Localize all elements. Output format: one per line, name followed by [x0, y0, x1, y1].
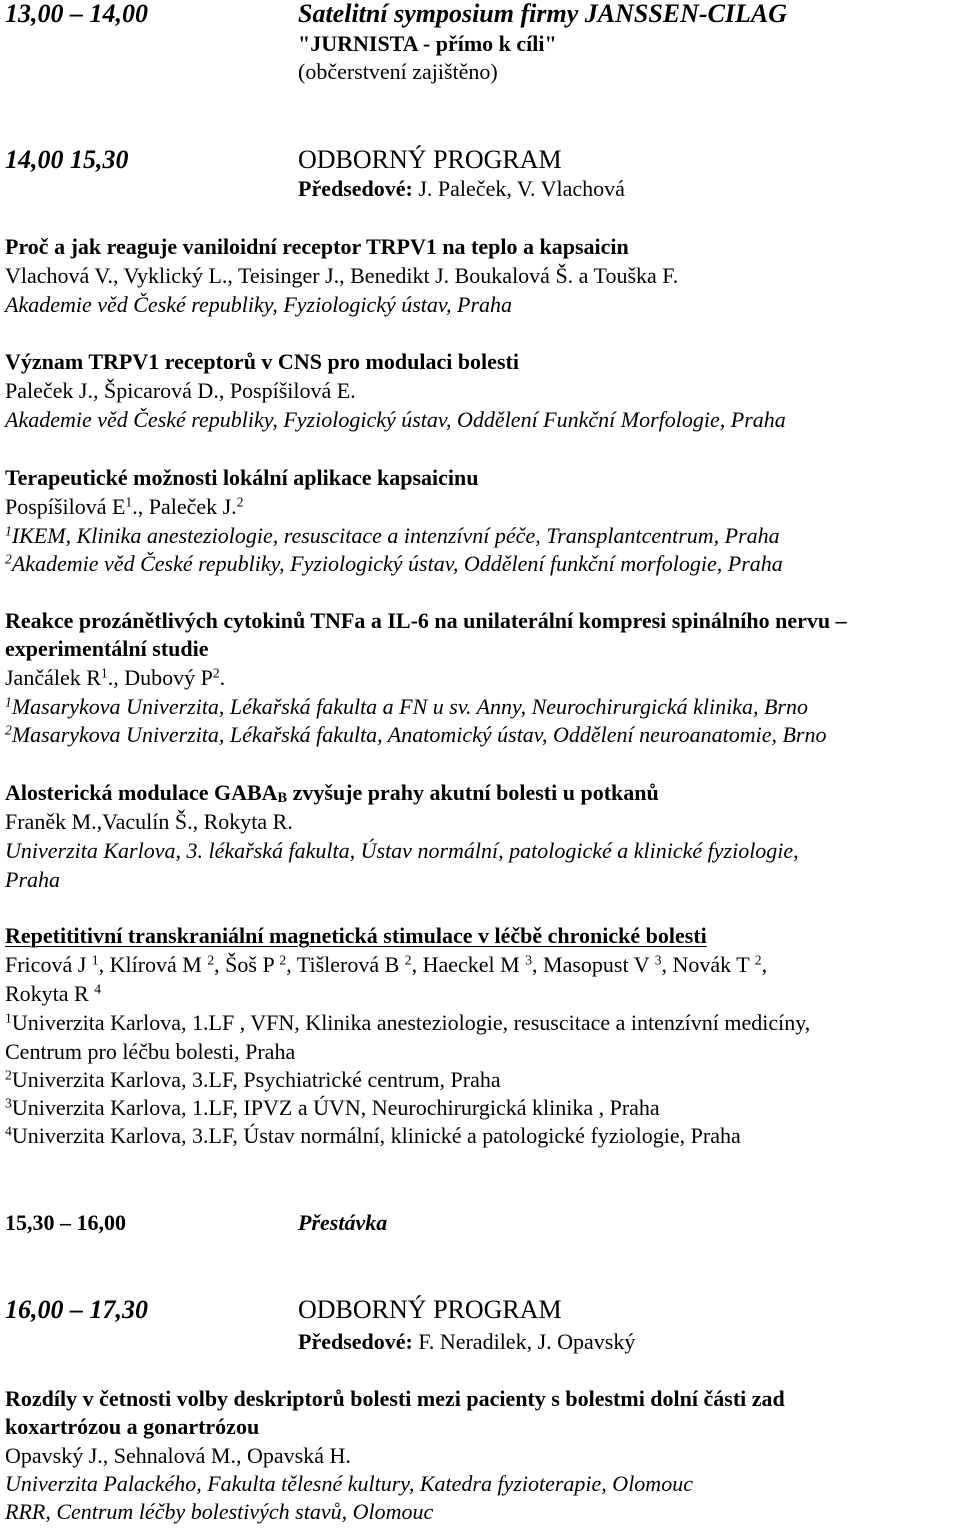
talk-authors: Opavský J., Sehnalová M., Opavská H. [5, 1443, 351, 1468]
session-note: (občerstvení zajištěno) [298, 59, 498, 84]
talk-affiliation: $^1$Univerzita Karlova, 1.LF , VFN, Klinika anesteziologie, resuscitace a intenzívní medicíny, [5, 1010, 811, 1035]
session-time: 14,00 15,30 [5, 145, 129, 174]
chairs-line [298, 178, 625, 200]
talk-affiliation: Univerzita Palackého, Fakulta tělesné kultury, Katedra fyzioterapie, Olomouc [5, 1471, 693, 1496]
chairs-label: Předsedové: [298, 176, 413, 201]
talk-affiliation: Akademie věd České republiky, Fyziologický ústav, Praha [5, 292, 513, 317]
talk-affiliation-cont: Praha [5, 867, 60, 892]
break-label: Přestávka [298, 1210, 388, 1235]
talk-title: Repetititivní transkraniální magnetická stimulace v léčbě chronické bolesti [5, 923, 707, 948]
talk-affiliation: $^2$Masarykova Univerzita, Lékařská fakulta, Anatomický ústav, Oddělení neuroanatomie, Brno [5, 722, 827, 747]
talk-title: Proč a jak reaguje vaniloidní receptor TRPV1 na teplo a kapsaicin [5, 234, 629, 259]
talk-title-cont: experimentální studie [5, 636, 209, 661]
talk-affiliation: $^2$Akademie věd České republiky, Fyziologický ústav, Oddělení funkční morfologie, Praha [5, 551, 783, 576]
talk-authors: Paleček J., Špicarová D., Pospíšilová E. [5, 378, 356, 403]
talk-authors: Fricová J $^1$, Klírová M $^2$, Šoš P $^2$, Tišlerová B $^2$, Haeckel M $^3$, Masopust V $^3$, Novák T $^2$, [5, 952, 768, 977]
break-time: 15,30 – 16,00 [5, 1210, 126, 1235]
chairs-names: F. Neradilek, J. Opavský [418, 1329, 636, 1354]
talk-affiliation: $^3$Univerzita Karlova, 1.LF, IPVZ a ÚVN, Neurochirurgická klinika , Praha [5, 1095, 660, 1120]
program-heading: ODBORNÝ PROGRAM [298, 145, 562, 174]
talk-title: Význam TRPV1 receptorů v CNS pro modulaci bolesti [5, 349, 519, 374]
talk-authors: Pospíšilová $E^1$., Paleček J.$^2$ [5, 494, 244, 519]
talk-title: Reakce prozánětlivých cytokinů TNFa a IL-6 na unilaterální kompresi spinálního nervu – [5, 608, 847, 633]
talk-affiliation: RRR, Centrum léčby bolestivých stavů, Olomouc [5, 1499, 434, 1524]
session-subtitle: "JURNISTA - přímo k cíli" [298, 31, 557, 56]
talk-authors: Jančálek $R^1$., Dubový $P^2$. [5, 665, 226, 690]
talk-affiliation-cont: Centrum pro léčbu bolesti, Praha [5, 1039, 296, 1064]
talk-affiliation: $^2$Univerzita Karlova, 3.LF, Psychiatrické centrum, Praha [5, 1067, 501, 1092]
talk-authors: Vlachová V., Vyklický L., Teisinger J., Benedikt J. Boukalová Š. a Touška F. [5, 263, 679, 288]
session-title: Satelitní symposium firmy JANSSEN-CILAG [298, 0, 788, 28]
talk-affiliation: Akademie věd České republiky, Fyziologický ústav, Oddělení Funkční Morfologie, Praha [5, 407, 786, 432]
chairs-names: J. Paleček, V. Vlachová [418, 176, 625, 201]
chairs-line [298, 1331, 635, 1353]
talk-title: Alosterická modulace $GABA_B$ zvyšuje prahy akutní bolesti u potkanů [5, 780, 659, 807]
talk-title: Terapeutické možnosti lokální aplikace kapsaicinu [5, 465, 479, 490]
chairs-label: Předsedové: [298, 1329, 413, 1354]
talk-affiliation: Univerzita Karlova, 3. lékařská fakulta, Ústav normální, patologické a klinické fyziologie, [5, 838, 799, 863]
talk-authors-cont: Rokyta R $^4$ [5, 981, 102, 1006]
talk-authors: Franěk M.,Vaculín Š., Rokyta R. [5, 809, 293, 834]
session-time: 16,00 – 17,30 [5, 1295, 148, 1324]
talk-affiliation: $^1$Masarykova Univerzita, Lékařská fakulta a FN u sv. Anny, Neurochirurgická klinika, Brno [5, 694, 808, 719]
talk-title: Rozdíly v četnosti volby deskriptorů bolesti mezi pacienty s bolestmi dolní části zad [5, 1386, 785, 1411]
talk-title-cont: koxartrózou a gonartrózou [5, 1414, 260, 1439]
talk-affiliation: $^1$IKEM, Klinika anesteziologie, resuscitace a intenzívní péče, Transplantcentrum, Praha [5, 523, 780, 548]
session-time: 13,00 – 14,00 [5, 0, 148, 28]
talk-affiliation: $^4$Univerzita Karlova, 3.LF, Ústav normální, klinické a patologické fyziologie, Praha [5, 1123, 741, 1148]
program-heading: ODBORNÝ PROGRAM [298, 1295, 562, 1324]
